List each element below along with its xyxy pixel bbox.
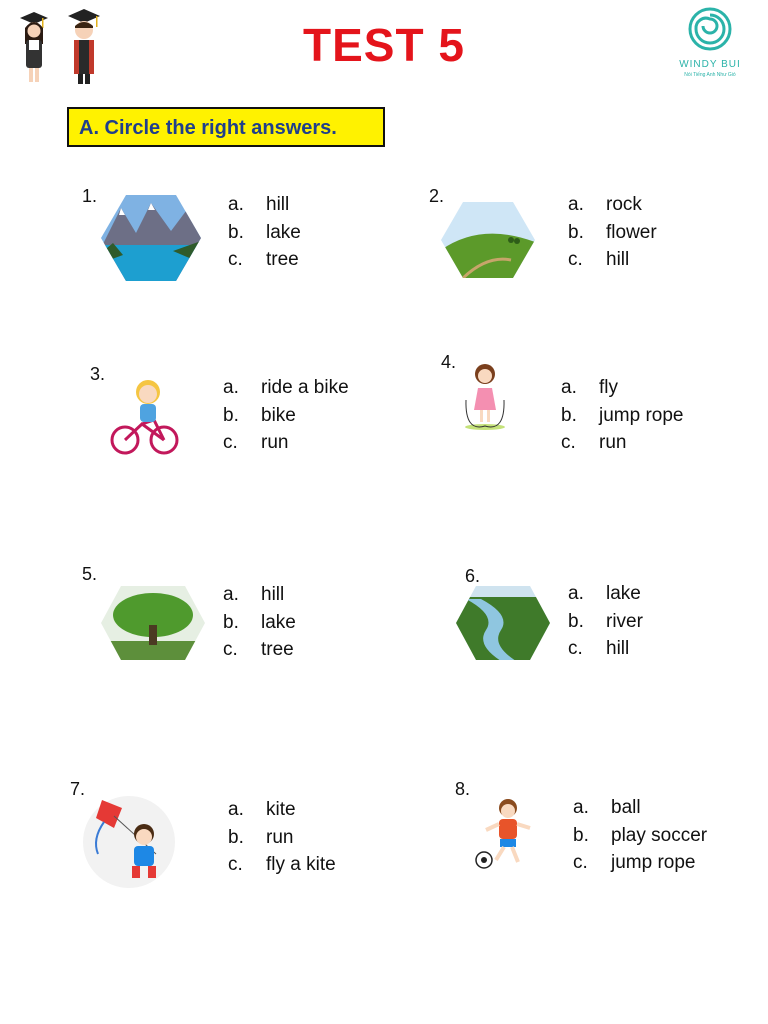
option-text: lake — [261, 611, 296, 633]
option-a[interactable] — [228, 191, 301, 219]
option-text: jump rope — [611, 852, 696, 873]
page-title: TEST 5 — [303, 19, 465, 71]
option-a[interactable] — [573, 794, 707, 822]
option-letter: a. — [568, 583, 584, 604]
option-text: ride a bike — [261, 377, 349, 398]
option-letter: c. — [568, 249, 583, 270]
option-letter: b. — [561, 404, 577, 426]
girl-jump-rope-icon — [460, 360, 510, 432]
option-text: tree — [261, 639, 294, 660]
question-number: 8. — [455, 779, 471, 799]
option-text: tree — [266, 249, 299, 270]
option-letter: c. — [228, 249, 243, 270]
option-letter: b. — [568, 610, 584, 632]
option-letter: a. — [568, 194, 584, 215]
option-text: river — [606, 610, 643, 632]
question-number: 7. — [70, 779, 86, 799]
option-text: run — [266, 826, 294, 848]
option-a[interactable] — [561, 374, 684, 402]
option-letter: a. — [223, 377, 239, 398]
option-a[interactable] — [568, 191, 657, 219]
green-hill-photo — [441, 200, 541, 290]
option-text: lake — [606, 583, 641, 604]
option-b[interactable] — [223, 609, 296, 637]
option-text: run — [599, 432, 627, 453]
option-a[interactable] — [228, 796, 336, 824]
option-text: kite — [266, 799, 296, 820]
option-b[interactable] — [568, 219, 657, 247]
option-b[interactable] — [573, 822, 707, 850]
logo-tagline: Nói Tiếng Anh Như Gió — [684, 72, 736, 78]
section-heading: A. Circle the right answers. — [67, 107, 385, 147]
question-number: 6. — [465, 566, 481, 586]
option-c[interactable] — [228, 851, 336, 879]
option-c[interactable] — [223, 429, 349, 457]
option-a[interactable] — [223, 374, 349, 402]
option-b[interactable] — [223, 402, 349, 430]
option-letter: a. — [573, 797, 589, 818]
boy-playing-soccer-icon — [472, 796, 538, 872]
option-text: lake — [266, 221, 301, 243]
option-text: hill — [606, 249, 630, 270]
option-c[interactable] — [573, 849, 707, 877]
mountain-lake-photo — [101, 193, 201, 283]
option-letter: a. — [223, 584, 239, 605]
option-b[interactable] — [228, 824, 336, 852]
option-a[interactable] — [223, 581, 296, 609]
question-number: 3. — [90, 364, 106, 384]
option-text: hill — [266, 194, 290, 215]
option-letter: c. — [561, 432, 576, 453]
windy-bui-logo — [670, 6, 750, 86]
option-text: rock — [606, 194, 642, 215]
option-b[interactable] — [568, 608, 643, 636]
option-text: jump rope — [599, 404, 684, 426]
option-letter: c. — [228, 854, 243, 875]
option-text: hill — [606, 638, 630, 659]
option-letter: a. — [561, 377, 577, 398]
question-number: 2. — [429, 186, 445, 206]
option-text: flower — [606, 221, 657, 243]
option-text: play soccer — [611, 824, 708, 846]
option-b[interactable] — [561, 402, 684, 430]
logo-brand: WINDY BUI — [679, 59, 741, 70]
option-letter: b. — [223, 404, 239, 426]
option-c[interactable] — [568, 246, 657, 274]
boy-flying-kite-icon — [82, 794, 176, 890]
girl-riding-bike-icon — [108, 372, 180, 458]
option-a[interactable] — [568, 580, 643, 608]
option-text: fly — [599, 377, 618, 398]
option-letter: b. — [223, 611, 239, 633]
option-letter: b. — [228, 826, 244, 848]
option-letter: c. — [573, 852, 588, 873]
option-text: ball — [611, 797, 641, 818]
spiral-icon — [687, 6, 733, 52]
option-c[interactable] — [223, 636, 296, 664]
option-letter: b. — [573, 824, 589, 846]
question-number: 4. — [441, 352, 457, 372]
option-text: fly a kite — [266, 854, 336, 875]
option-letter: a. — [228, 799, 244, 820]
question-number: 5. — [82, 564, 98, 584]
tree-photo — [101, 585, 205, 661]
option-text: bike — [261, 404, 296, 426]
option-letter: b. — [228, 221, 244, 243]
option-text: hill — [261, 584, 285, 605]
option-c[interactable] — [228, 246, 301, 274]
question-number: 1. — [82, 186, 98, 206]
option-letter: a. — [228, 194, 244, 215]
option-letter: c. — [223, 432, 238, 453]
option-letter: b. — [568, 221, 584, 243]
option-text: run — [261, 432, 289, 453]
option-letter: c. — [568, 638, 583, 659]
option-letter: c. — [223, 639, 238, 660]
river-photo — [456, 585, 550, 661]
option-c[interactable] — [568, 635, 643, 663]
option-b[interactable] — [228, 219, 301, 247]
option-c[interactable] — [561, 429, 684, 457]
